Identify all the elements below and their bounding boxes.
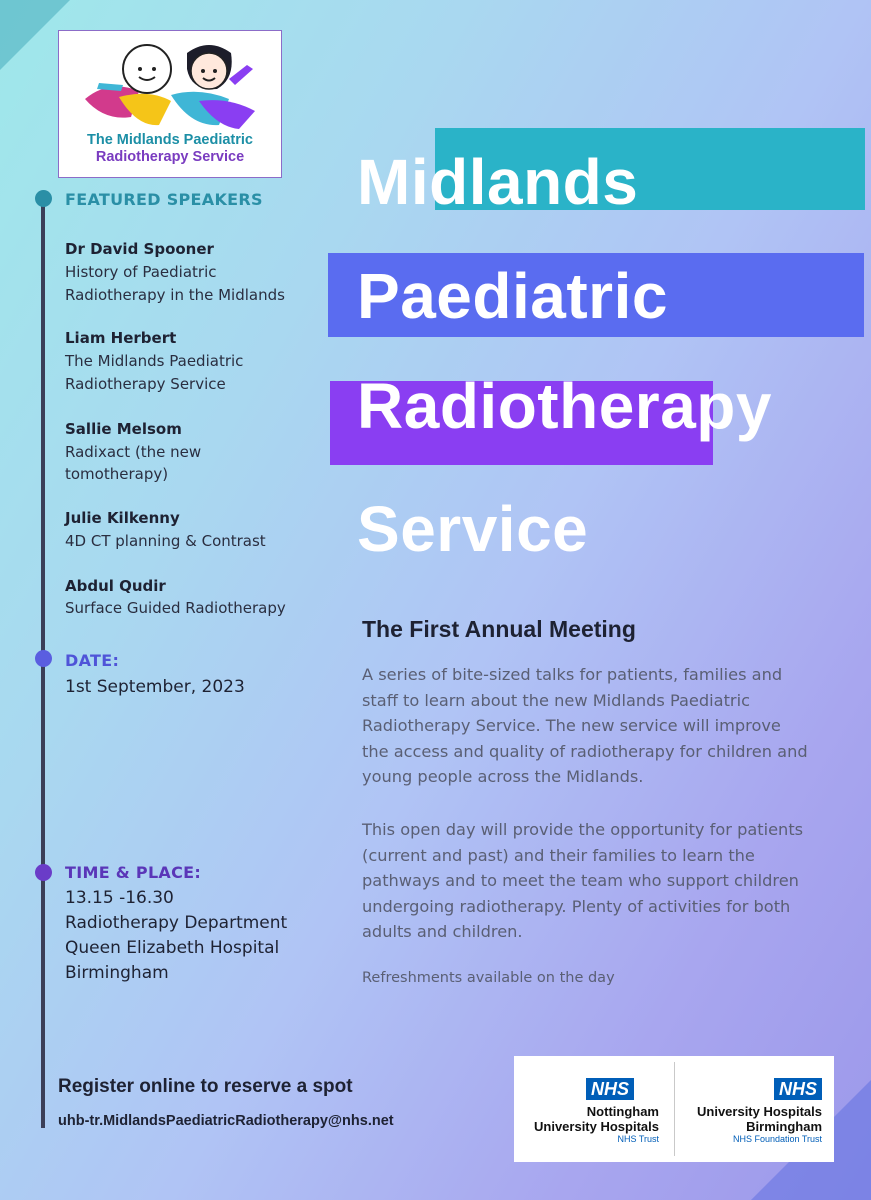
children-illustration	[79, 39, 264, 131]
refreshments-note: Refreshments available on the day	[362, 970, 615, 986]
description-paragraph-2	[362, 817, 852, 945]
title-line-2: Paediatric	[357, 260, 668, 332]
featured-speakers-heading: FEATURED SPEAKERS	[65, 190, 263, 209]
speaker-name: Julie Kilkenny	[65, 509, 180, 527]
speaker-name: Liam Herbert	[65, 329, 177, 347]
speaker-topic: Radiotherapy Service	[65, 375, 226, 393]
paragraph-line: pathways and to meet the team who support children	[362, 871, 799, 891]
speaker-topic: 4D CT planning & Contrast	[65, 532, 266, 550]
place-line: Radiotherapy Department	[65, 913, 288, 933]
paragraph-line: A series of bite-sized talks for patients, families and	[362, 665, 783, 684]
speaker-topic: Radiotherapy in the Midlands	[65, 286, 285, 304]
place-line: Birmingham	[65, 963, 169, 983]
speaker-topic: tomotherapy)	[65, 465, 169, 483]
paragraph-line: Radiotherapy Service. The new service will improve	[362, 716, 781, 736]
speaker-topic: The Midlands Paediatric	[65, 352, 244, 370]
speaker-topic: History of Paediatric	[65, 263, 217, 281]
title-line-3: Radiotherapy	[357, 370, 772, 442]
logo-text-line1: The Midlands Paediatric	[87, 132, 253, 148]
paragraph-line: This open day will provide the opportunity for patients	[362, 820, 804, 839]
service-logo	[58, 30, 282, 178]
nottingham-line2: University Hospitals	[534, 1119, 659, 1134]
paragraph-line: the access and quality of radiotherapy for children and	[362, 741, 808, 761]
timeline-dot-time-place	[35, 864, 52, 881]
birmingham-trust-name	[672, 1104, 822, 1134]
paragraph-line: (current and past) and their families to learn the	[362, 845, 755, 865]
time-value: 13.15 -16.30	[65, 888, 174, 908]
date-heading: DATE:	[65, 651, 120, 670]
timeline-dot-date	[35, 650, 52, 667]
title-line-4: Service	[357, 493, 589, 565]
date-value: 1st September, 2023	[65, 677, 245, 697]
time-place-heading: TIME & PLACE:	[65, 863, 202, 882]
nhs-logo-icon: NHS	[586, 1078, 634, 1100]
paragraph-line: staff to learn about the new Midlands Paediatric	[362, 690, 750, 710]
birmingham-line2: Birmingham	[746, 1119, 822, 1134]
nhs-logos-panel	[514, 1056, 834, 1162]
place-line: Queen Elizabeth Hospital	[65, 938, 280, 958]
birmingham-line1: University Hospitals	[697, 1104, 822, 1119]
logo-text-line2: Radiotherapy Service	[95, 149, 245, 165]
paragraph-line: adults and children.	[362, 922, 523, 942]
nottingham-line1: Nottingham	[586, 1104, 659, 1119]
nottingham-trust-name	[509, 1104, 659, 1134]
speaker-topic: Surface Guided Radiotherapy	[65, 599, 286, 617]
nhs-logo-icon: NHS	[774, 1078, 822, 1100]
paragraph-line: young people across the Midlands.	[362, 767, 644, 787]
description-paragraph-1	[362, 662, 852, 790]
meeting-subtitle: The First Annual Meeting	[362, 616, 636, 642]
speaker-name: Sallie Melsom	[65, 420, 182, 438]
paragraph-line: undergoing radiotherapy. Plenty of activities for both	[362, 896, 791, 916]
contact-email[interactable]: uhb-tr.MidlandsPaediatricRadiotherapy@nhs.net	[58, 1113, 394, 1129]
speaker-name: Dr David Spooner	[65, 240, 214, 258]
title-line-1: Midlands	[357, 146, 639, 218]
speaker-topic: Radixact (the new	[65, 443, 202, 461]
speaker-name: Abdul Qudir	[65, 577, 166, 595]
timeline-dot-speakers	[35, 190, 52, 207]
register-heading: Register online to reserve a spot	[58, 1076, 353, 1097]
birmingham-trust-type: NHS Foundation Trust	[732, 1134, 822, 1144]
nottingham-trust-type: NHS Trust	[617, 1134, 659, 1144]
